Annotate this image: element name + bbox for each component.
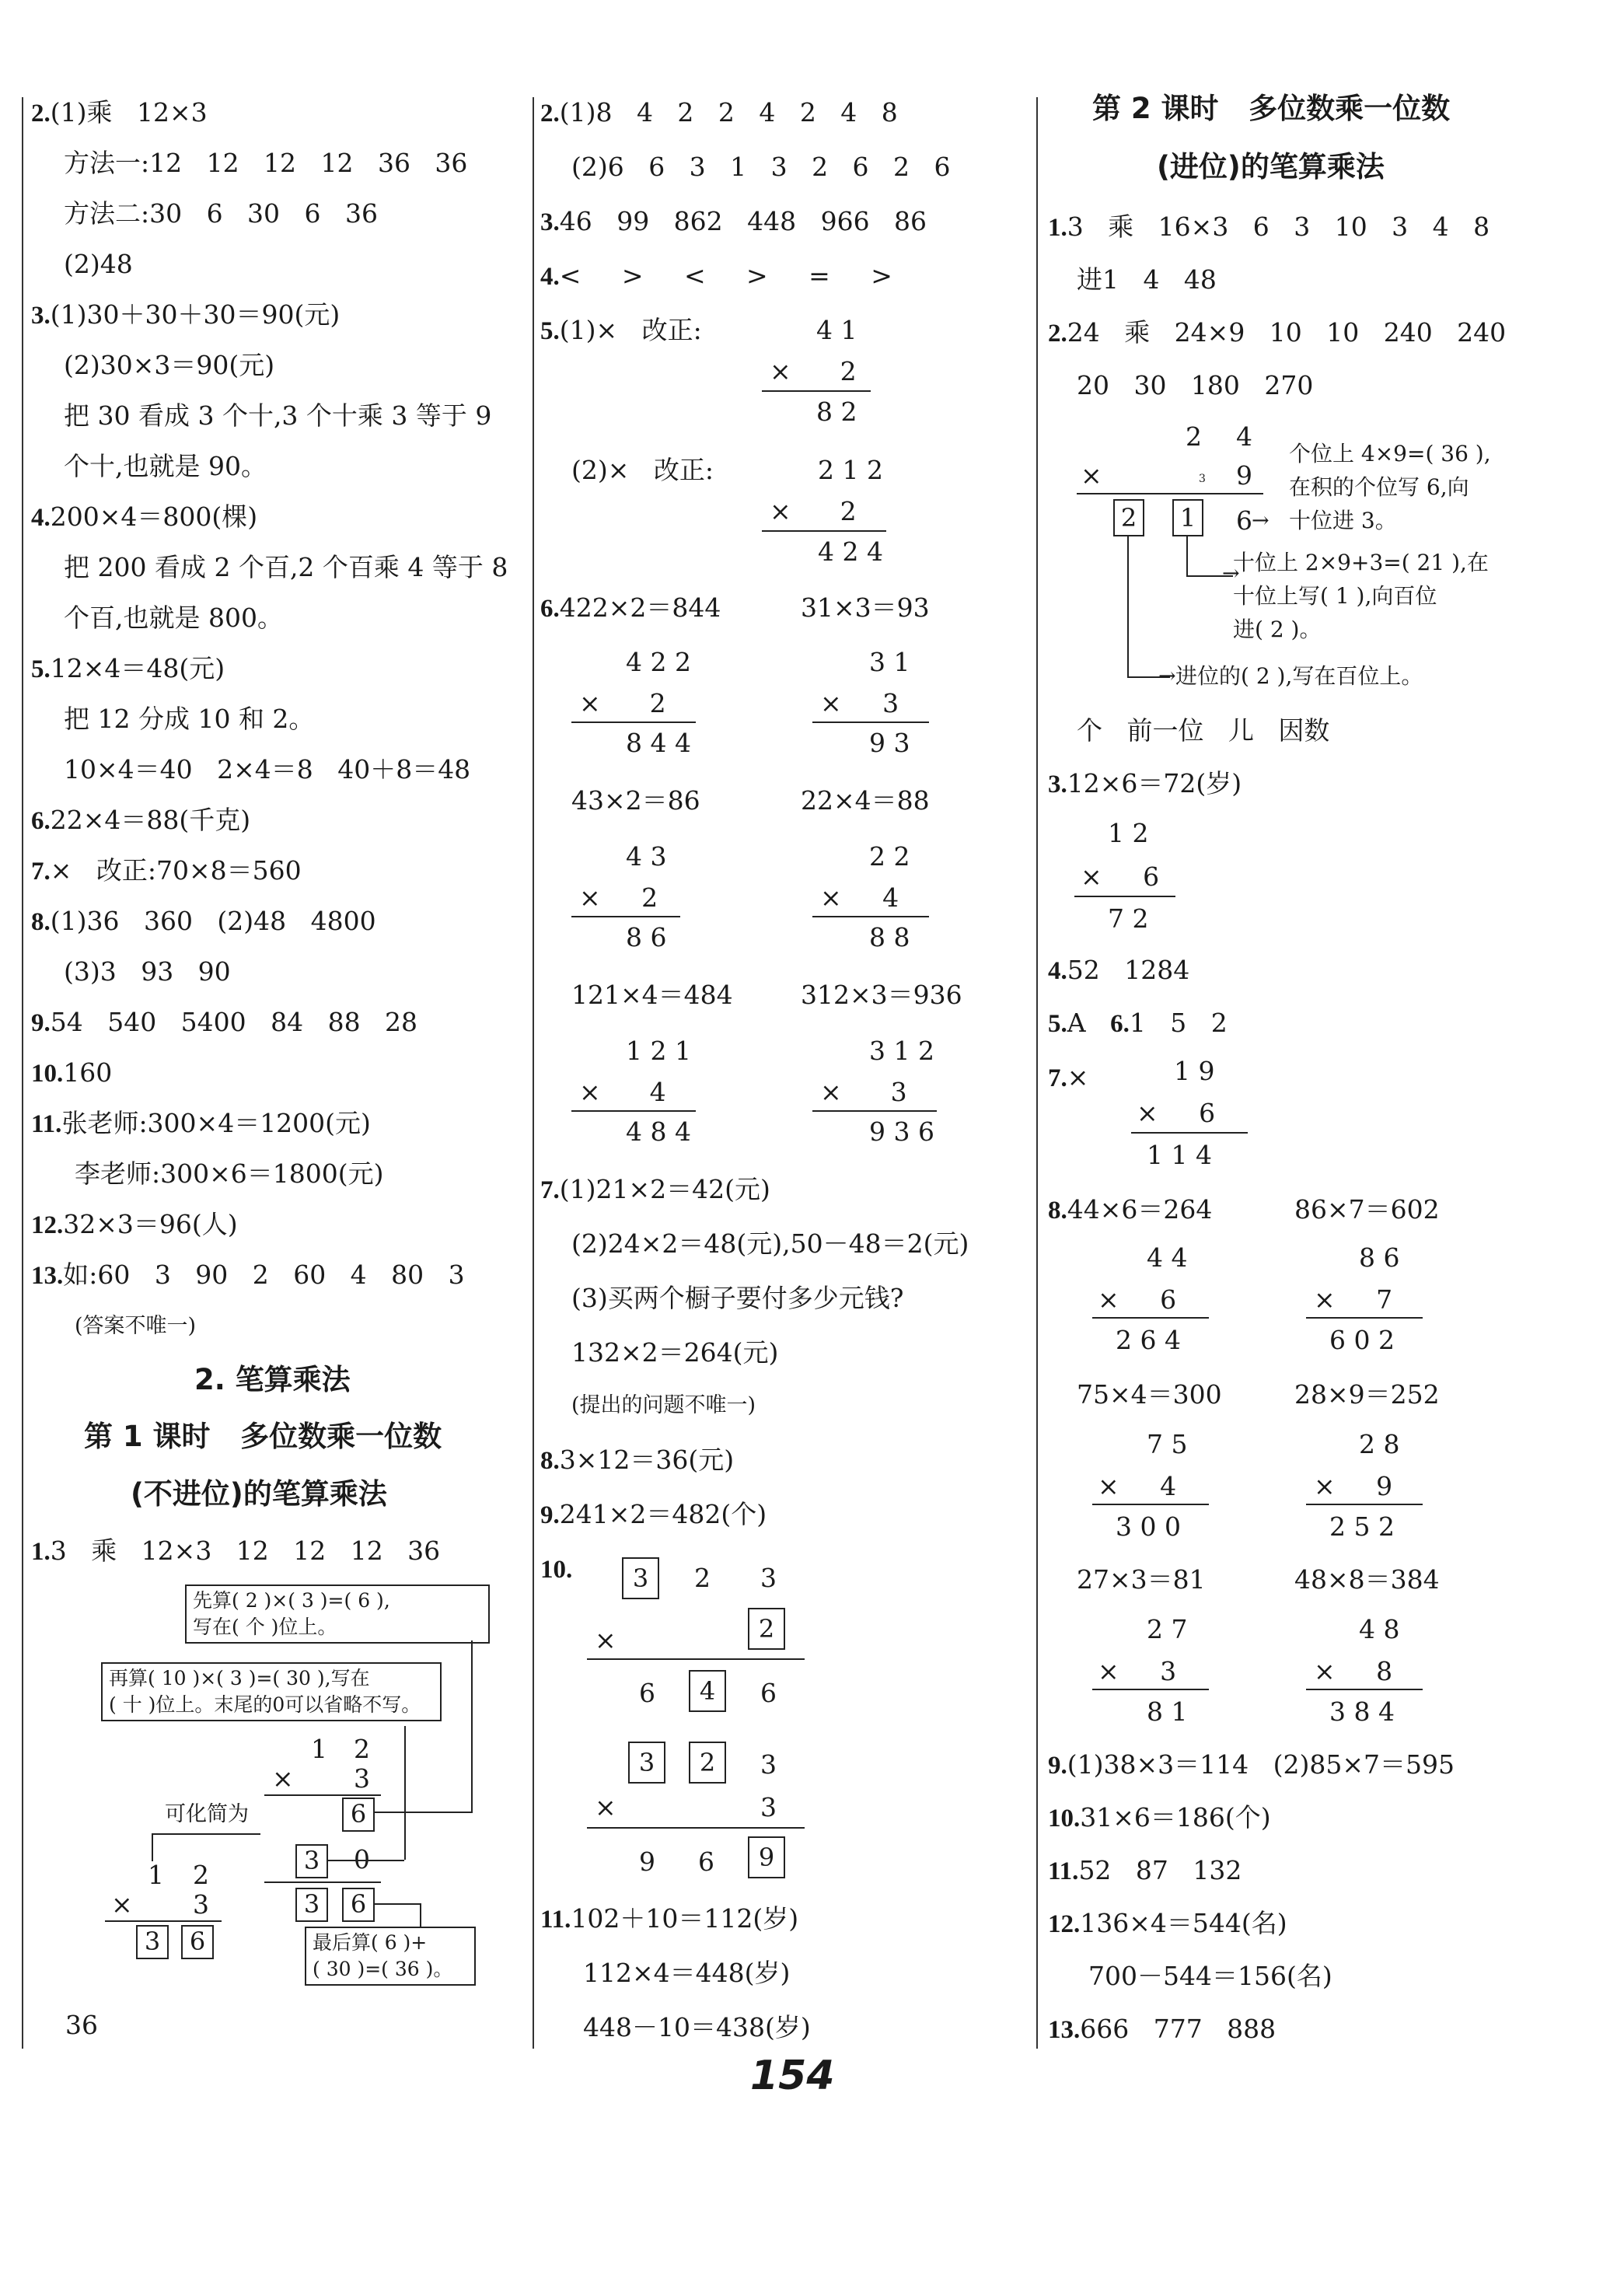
box-digit: 6 — [342, 1888, 375, 1922]
calc-bar — [1092, 1689, 1209, 1690]
answer-4: 4.200×4＝800(棵) — [31, 501, 258, 532]
line: 方法二:30 6 30 6 36 — [64, 198, 378, 229]
line: 132×2＝264(元) — [571, 1337, 779, 1368]
line: 个十,也就是 90。 — [64, 451, 267, 481]
arrow: → — [1252, 508, 1270, 533]
calc-result: 2 6 4 — [1116, 1325, 1181, 1355]
times-sign: × — [1081, 460, 1102, 491]
calc-bar — [762, 530, 886, 532]
digit: 3 — [354, 1763, 370, 1794]
calc-mult: × 6 — [1081, 861, 1160, 892]
answer-6: 6.422×2＝844 — [540, 592, 721, 623]
calc-mult: × 2 — [579, 688, 666, 718]
digit: 1 — [148, 1860, 164, 1890]
calc-mult: × 8 — [1314, 1656, 1393, 1686]
calc-top: 2 2 — [869, 841, 910, 872]
line: 75×4＝300 — [1077, 1379, 1222, 1410]
answer-10: 10.31×6＝186(个) — [1048, 1802, 1271, 1833]
line: 700－544＝156(名) — [1088, 1961, 1332, 1991]
connector — [1127, 535, 1129, 676]
callout-step2: 再算( 10 )×( 3 )=( 30 ),写在 ( 十 )位上。末尾的0可以省略不写。 — [101, 1662, 442, 1721]
digit: 6 — [698, 1847, 714, 1877]
digit: 3 — [193, 1889, 209, 1920]
answer-10: 10.160 — [31, 1057, 113, 1088]
calc-top: 4 4 — [1147, 1242, 1188, 1273]
answer-2: 2.(1)8 4 2 2 4 2 4 8 — [540, 97, 898, 128]
calc-mult: × 4 — [1098, 1471, 1177, 1501]
column-rule-left — [22, 97, 23, 2049]
column-rule-1 — [533, 97, 534, 2049]
answer-12: 12.32×3＝96(人) — [31, 1209, 238, 1239]
answer-13: 13.666 777 888 — [1048, 2014, 1276, 2044]
answer-2: 2.24 乘 24×9 10 10 240 240 — [1048, 317, 1507, 348]
calc-top: 7 5 — [1147, 1429, 1188, 1459]
answer-8: 8.44×6＝264 — [1048, 1194, 1213, 1225]
digit: 2 — [354, 1734, 370, 1764]
line: 448－10＝438(岁) — [583, 2012, 811, 2042]
calc-result: 6 0 2 — [1329, 1325, 1395, 1355]
carry-digit: 3 — [1199, 473, 1206, 485]
digit: 2 — [694, 1563, 711, 1593]
calc-top: 2 8 — [1359, 1429, 1400, 1459]
digit: 1 — [311, 1734, 327, 1764]
calc-result: 1 1 4 — [1147, 1140, 1212, 1170]
calc-mult: × 2 — [770, 356, 857, 386]
digit: 6 — [760, 1678, 777, 1708]
digit: 2 — [1186, 421, 1202, 452]
line: 方法一:12 12 12 12 36 36 — [64, 148, 468, 178]
answer-8: 8.3×12＝36(元) — [540, 1445, 735, 1475]
calc-result: 8 8 — [869, 922, 910, 952]
times-sign: × — [595, 1792, 616, 1822]
calc-top: 1 2 — [1108, 818, 1149, 848]
calc-result: 8 1 — [1147, 1696, 1188, 1727]
calc-result: 8 6 — [626, 922, 667, 952]
calc-bar — [571, 916, 680, 917]
calc-top: 2 1 2 — [818, 455, 883, 485]
calc-mult: × 6 — [1137, 1098, 1216, 1128]
line: (2)6 6 3 1 3 2 6 2 6 — [571, 152, 951, 182]
answer-7: 7.(1)21×2＝42(元) — [540, 1174, 770, 1204]
line: 22×4＝88 — [801, 785, 930, 816]
calc-bar — [1306, 1504, 1423, 1505]
lesson-heading: 第 2 课时 多位数乘一位数 — [1092, 92, 1451, 125]
line: (答案不唯一) — [75, 1314, 197, 1338]
box-digit: 6 — [181, 1925, 214, 1959]
line: 个百,也就是 800。 — [64, 603, 283, 633]
calc-bar — [1077, 493, 1263, 494]
note-tens: 十位上 2×9+3=( 21 ),在 十位上写( 1 ),向百位 进( 2 )。 — [1233, 550, 1489, 642]
calc-result: 2 5 2 — [1329, 1511, 1395, 1542]
simplify-label: 可化简为 — [165, 1802, 249, 1826]
box-digit: 3 — [136, 1925, 169, 1959]
calc-bar — [812, 916, 929, 917]
calc-top: 4 1 — [816, 315, 857, 345]
column-rule-2 — [1036, 97, 1038, 2049]
line: 个 前一位 儿 因数 — [1077, 715, 1330, 746]
line: 李老师:300×6＝1800(元) — [75, 1158, 384, 1189]
digit: 6 — [1236, 505, 1252, 536]
answer-7: 7.× 改正:70×8＝560 — [31, 855, 302, 886]
answer-10: 10. — [540, 1556, 573, 1584]
line: (3)3 93 90 — [64, 956, 231, 987]
calc-bar — [812, 1110, 937, 1112]
line: 112×4＝448(岁) — [583, 1958, 791, 1988]
answer-11: 11.102＋10＝112(岁) — [540, 1903, 799, 1934]
calc-result: 9 3 6 — [869, 1116, 934, 1147]
box-digit: 9 — [748, 1836, 785, 1878]
lesson-heading: 第 1 课时 多位数乘一位数 — [84, 1420, 442, 1453]
answer-11: 11.52 87 132 — [1048, 1855, 1242, 1885]
times-sign: × — [111, 1889, 133, 1920]
answer-7: 7.× — [1048, 1062, 1089, 1092]
calc-mult: × 9 — [1314, 1471, 1393, 1501]
answer-9: 9.(1)38×3＝114 (2)85×7＝595 — [1048, 1749, 1455, 1780]
calc-top: 4 2 2 — [626, 647, 691, 677]
calc-result: 3 8 4 — [1329, 1696, 1395, 1727]
calc-result: 8 2 — [816, 397, 857, 427]
calc-mult: × 3 — [820, 688, 899, 718]
calc-top: 2 7 — [1147, 1614, 1188, 1644]
answer-4: 4.52 1284 — [1048, 955, 1190, 985]
connector — [152, 1833, 260, 1835]
calc-bar — [105, 1920, 222, 1922]
calc-result: 4 8 4 — [626, 1116, 691, 1147]
calc-mult: × 4 — [820, 882, 899, 913]
calc-result: 9 3 — [869, 728, 910, 758]
line: 把 30 看成 3 个十,3 个十乘 3 等于 9 — [64, 400, 492, 431]
digit: 9 — [1236, 460, 1252, 491]
calc-mult: × 3 — [1098, 1656, 1177, 1686]
calc-bar — [571, 1110, 696, 1112]
digit: 2 — [193, 1860, 209, 1890]
calc-top: 1 9 — [1174, 1056, 1215, 1086]
connector — [404, 1726, 406, 1860]
digit: 3 — [760, 1563, 777, 1593]
answer-2: 2.(1)乘 12×3 — [31, 97, 208, 128]
calc-bar — [571, 721, 696, 723]
answer-1: 1.3 乘 12×3 12 12 12 36 — [31, 1536, 441, 1566]
line: 把 200 看成 2 个百,2 个百乘 4 等于 8 — [64, 552, 508, 582]
answer-5: 5.A 6.1 5 2 — [1048, 1008, 1228, 1038]
answer-11: 11.张老师:300×4＝1200(元) — [31, 1108, 371, 1138]
line: 86×7＝602 — [1294, 1194, 1440, 1225]
zero-digit: 0 — [354, 1844, 370, 1874]
box-digit: 6 — [342, 1798, 375, 1832]
calc-top: 3 1 2 — [869, 1036, 934, 1066]
answer-3: 3.46 99 862 448 966 86 — [540, 206, 927, 236]
answer-3: 3.(1)30＋30＋30＝90(元) — [31, 299, 341, 330]
connector — [1186, 535, 1188, 575]
connector — [420, 1903, 421, 1927]
box-digit: 3 — [295, 1844, 328, 1878]
calc-mult: × 2 — [579, 882, 658, 913]
answer-12: 12.136×4＝544(名) — [1048, 1908, 1287, 1938]
line: 31×3＝93 — [801, 592, 930, 623]
calc-bar — [812, 721, 929, 723]
line: 20 30 180 270 — [1077, 370, 1314, 400]
callout-step3: 最后算( 6 )+ ( 30 )=( 36 )。 — [305, 1927, 476, 1986]
box-digit: 2 — [1113, 499, 1144, 536]
calc-bar — [587, 1827, 805, 1829]
answer-3: 3.12×6＝72(岁) — [1048, 768, 1242, 798]
digit: 4 — [1236, 421, 1252, 452]
connector — [152, 1833, 153, 1861]
line: (2)× 改正: — [571, 455, 714, 485]
line: 312×3＝936 — [801, 980, 962, 1010]
box-digit: 3 — [295, 1888, 328, 1922]
calc-result: 4 2 4 — [818, 536, 883, 567]
calc-result: 3 0 0 — [1116, 1511, 1181, 1542]
calc-top: 1 2 1 — [626, 1036, 691, 1066]
calc-mult: × 3 — [820, 1077, 907, 1107]
digit: 6 — [639, 1678, 655, 1708]
box-digit: 1 — [1172, 499, 1203, 536]
box-digit: 4 — [689, 1670, 726, 1712]
answer-5: 5.12×4＝48(元) — [31, 653, 225, 683]
calc-result: 7 2 — [1108, 903, 1149, 934]
calc-mult: × 4 — [579, 1077, 666, 1107]
line: (2)30×3＝90(元) — [64, 350, 275, 380]
calc-bar — [587, 1658, 805, 1660]
calc-bar — [264, 1794, 381, 1796]
calc-bar — [1092, 1317, 1209, 1319]
digit: 3 — [760, 1792, 777, 1822]
calc-bar — [762, 390, 871, 392]
answer-13: 13.如:60 3 90 2 60 4 80 3 — [31, 1260, 465, 1290]
answer-5: 5.(1)× 改正: — [540, 315, 702, 345]
box-digit: 2 — [689, 1742, 726, 1784]
line: 48×8＝384 — [1294, 1564, 1440, 1595]
line: 43×2＝86 — [571, 785, 700, 816]
calc-top: 4 8 — [1359, 1614, 1400, 1644]
callout-step1: 先算( 2 )×( 3 )=( 6 ), 写在( 个 )位上。 — [185, 1584, 490, 1644]
digit: 9 — [639, 1847, 655, 1877]
line: 把 12 分成 10 和 2。 — [64, 704, 315, 734]
page-number: 154 — [750, 2053, 835, 2099]
answer-9: 9.54 540 5400 84 88 28 — [31, 1007, 418, 1037]
connector — [373, 1812, 471, 1813]
connector — [471, 1640, 473, 1813]
lesson-subheading: (进位)的笔算乘法 — [1157, 150, 1385, 183]
calc-mult: × 2 — [770, 496, 857, 526]
calc-result: 8 4 4 — [626, 728, 691, 758]
line: 进1 4 48 — [1077, 264, 1217, 295]
calc-mult: × 6 — [1098, 1284, 1177, 1315]
line: (2)24×2＝48(元),50－48＝2(元) — [571, 1228, 969, 1259]
corner-page-number: 36 — [65, 2010, 98, 2040]
calc-bar — [1306, 1317, 1423, 1319]
answer-9: 9.241×2＝482(个) — [540, 1499, 767, 1529]
calc-bar — [1131, 1132, 1248, 1134]
calc-mult: × 7 — [1314, 1284, 1393, 1315]
line: (提出的问题不唯一) — [571, 1393, 756, 1417]
line: 28×9＝252 — [1294, 1379, 1440, 1410]
calc-bar — [1074, 896, 1175, 897]
line: (3)买两个橱子要付多少元钱? — [571, 1283, 904, 1313]
arrow: → — [1158, 664, 1176, 688]
note-ones: 个位上 4×9=( 36 ), 在积的个位写 6,向 十位进 3。 — [1289, 441, 1491, 533]
times-sign: × — [595, 1625, 616, 1655]
arrow: → — [1222, 561, 1240, 585]
box-digit: 2 — [748, 1608, 785, 1650]
line: 121×4＝484 — [571, 980, 733, 1010]
connector — [373, 1903, 420, 1905]
line: 10×4＝40 2×4＝8 40＋8＝48 — [64, 754, 471, 784]
answer-8: 8.(1)36 360 (2)48 4800 — [31, 906, 376, 936]
digit: 3 — [760, 1749, 777, 1780]
line: 27×3＝81 — [1077, 1564, 1206, 1595]
answer-1: 1.3 乘 16×3 6 3 10 3 4 8 — [1048, 211, 1490, 242]
lesson-subheading: (不进位)的笔算乘法 — [131, 1477, 387, 1511]
box-digit: 3 — [628, 1742, 665, 1784]
connector — [327, 1860, 404, 1861]
box-digit: 3 — [622, 1557, 659, 1599]
answer-4: 4.< > < > = > — [540, 260, 892, 291]
calc-bar — [1092, 1504, 1209, 1505]
note-hundreds: 进位的( 2 ),写在百位上。 — [1175, 663, 1423, 689]
times-sign: × — [272, 1763, 294, 1794]
calc-top: 3 1 — [869, 647, 910, 677]
calc-top: 8 6 — [1359, 1242, 1400, 1273]
answer-6: 6.22×4＝88(千克) — [31, 805, 251, 835]
calc-top: 4 3 — [626, 841, 667, 872]
line: (2)48 — [64, 249, 133, 279]
calc-bar — [264, 1881, 381, 1883]
calc-bar — [1306, 1689, 1423, 1690]
section-heading: 2. 笔算乘法 — [194, 1363, 351, 1396]
